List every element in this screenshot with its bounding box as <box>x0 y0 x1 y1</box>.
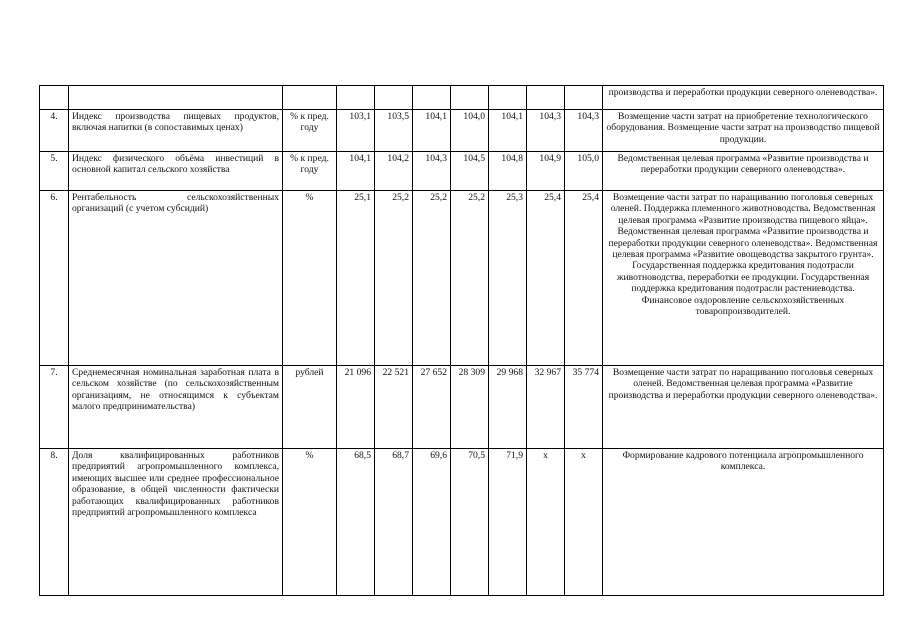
table-row-continuation <box>40 86 884 110</box>
cell-value: 70,5 <box>451 449 489 596</box>
cell-unit: % к пред. году <box>283 152 337 191</box>
cell-measures: Формирование кадрового потенциала агропромышленного комплекса. <box>603 449 884 596</box>
cell-value: 104,3 <box>527 110 565 152</box>
cell-indicator: Индекс физического объёма инвестиций в основной капитал сельского хозяйства <box>69 152 283 191</box>
cell-value: 32 967 <box>527 366 565 449</box>
cell-value: 29 968 <box>489 366 527 449</box>
table-row <box>40 110 884 152</box>
cell-value <box>337 86 375 110</box>
cell-value: 104,5 <box>451 152 489 191</box>
cell-value: 103,1 <box>337 110 375 152</box>
table-row <box>40 366 884 449</box>
cell-value: 104,8 <box>489 152 527 191</box>
cell-value: 104,0 <box>451 110 489 152</box>
cell-value: 104,2 <box>375 152 413 191</box>
cell-value: 22 521 <box>375 366 413 449</box>
cell-indicator: Рентабельность сельскохозяйственных организаций (с учетом субсидий) <box>69 191 283 366</box>
cell-value: 71,9 <box>489 449 527 596</box>
cell-value <box>489 86 527 110</box>
cell-value <box>565 86 603 110</box>
cell-value: 25,4 <box>527 191 565 366</box>
cell-value <box>375 86 413 110</box>
cell-value <box>527 86 565 110</box>
cell-value <box>413 86 451 110</box>
cell-value: 104,3 <box>565 110 603 152</box>
cell-value: 28 309 <box>451 366 489 449</box>
cell-value: 25,2 <box>375 191 413 366</box>
table-row <box>40 152 884 191</box>
cell-value: 104,1 <box>337 152 375 191</box>
cell-value: 27 652 <box>413 366 451 449</box>
cell-unit: % <box>283 449 337 596</box>
table-row <box>40 191 884 366</box>
cell-value: 68,7 <box>375 449 413 596</box>
cell-value: х <box>527 449 565 596</box>
cell-num: 6. <box>40 191 69 366</box>
cell-indicator: Доля квалифицированных работников предприятий агропромышленного комплекса, имеющих высшее или среднее профессиональное образование, в общей численности фактически работающих квалифицированных работников предприятий агропромышленного комплекса <box>69 449 283 596</box>
cell-num: 4. <box>40 110 69 152</box>
cell-measures: Ведомственная целевая программа «Развитие производства и переработки продукции северного оленеводства». <box>603 152 884 191</box>
cell-value: 104,9 <box>527 152 565 191</box>
cell-value: 103,5 <box>375 110 413 152</box>
cell-indicator <box>69 86 283 110</box>
cell-value: 25,1 <box>337 191 375 366</box>
cell-value: 104,1 <box>489 110 527 152</box>
cell-unit: % к пред. году <box>283 110 337 152</box>
cell-measures: производства и переработки продукции северного оленеводства». <box>603 86 884 110</box>
table-row <box>40 449 884 596</box>
cell-num: 7. <box>40 366 69 449</box>
cell-num: 5. <box>40 152 69 191</box>
cell-measures: Возмещение части затрат на приобретение технологического оборудования. Возмещение части затрат на производство пищевой продукции. <box>603 110 884 152</box>
cell-value <box>451 86 489 110</box>
cell-indicator: Индекс производства пищевых продуктов, включая напитки (в сопоставимых ценах) <box>69 110 283 152</box>
cell-value: х <box>565 449 603 596</box>
cell-value: 21 096 <box>337 366 375 449</box>
cell-value: 69,6 <box>413 449 451 596</box>
cell-value: 105,0 <box>565 152 603 191</box>
cell-unit: % <box>283 191 337 366</box>
cell-value: 25,4 <box>565 191 603 366</box>
cell-num <box>40 86 69 110</box>
cell-value: 25,3 <box>489 191 527 366</box>
cell-indicator: Среднемесячная номинальная заработная плата в сельском хозяйстве (по сельскохозяйственным организациям, не относящимся к субъектам малого предпринимательства) <box>69 366 283 449</box>
cell-value: 104,1 <box>413 110 451 152</box>
cell-unit: рублей <box>283 366 337 449</box>
indicators-table <box>39 85 884 596</box>
cell-value: 25,2 <box>451 191 489 366</box>
cell-value: 68,5 <box>337 449 375 596</box>
cell-value: 35 774 <box>565 366 603 449</box>
cell-measures: Возмещение части затрат по наращиванию поголовья северных оленей. Ведомственная целевая программа «Развитие производства и переработки продукции северного оленеводства». <box>603 366 884 449</box>
cell-num: 8. <box>40 449 69 596</box>
cell-value: 25,2 <box>413 191 451 366</box>
cell-measures: Возмещение части затрат по наращиванию поголовья северных оленей. Поддержка племенного животноводства. Ведомственная целевая программа «Развитие производства пищевого яйца». Ведомственная целевая программа «Развитие производства и переработки продукции северного оленеводства». Ведомственная целевая программа «Развитие овощеводства закрытого грунта». Государственная поддержка кредитования подотрасли животноводства, переработки ее продукции. Государственная поддержка кредитования подотрасли растениеводства. Финансовое оздоровление сельскохозяйственных товаропроизводителей. <box>603 191 884 366</box>
cell-unit <box>283 86 337 110</box>
cell-value: 104,3 <box>413 152 451 191</box>
